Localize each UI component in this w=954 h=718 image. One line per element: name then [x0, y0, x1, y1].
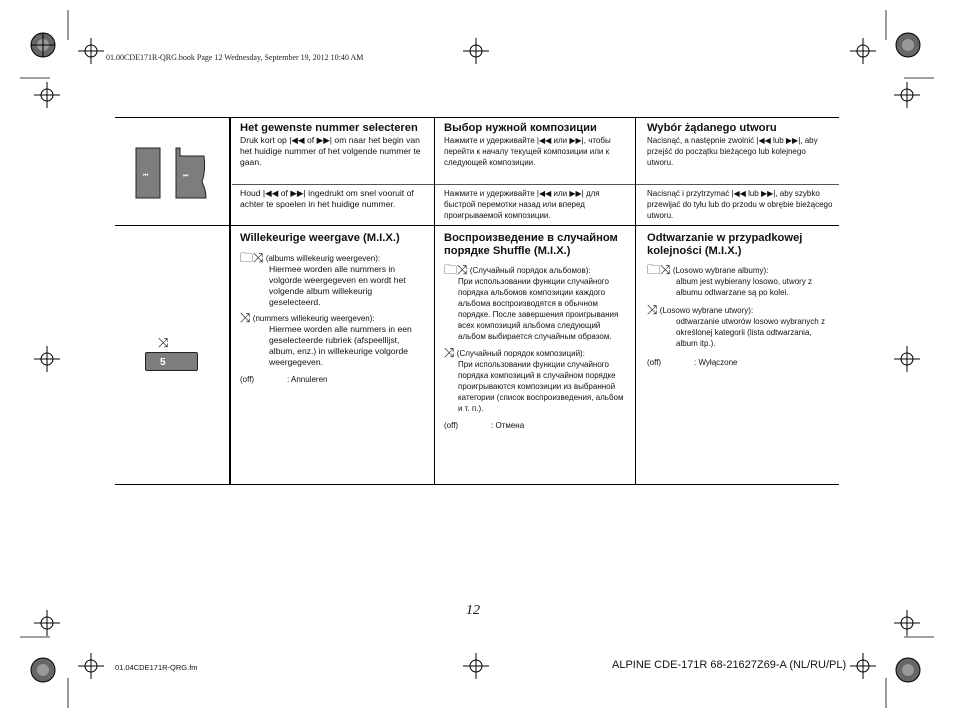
crosshair-target — [894, 610, 920, 636]
shuffle-icon: ⤨ — [253, 249, 264, 265]
row2-ru-cell — [444, 232, 628, 431]
section-title: Willekeurige weergave (M.I.X.) — [240, 232, 400, 244]
off-row: (off) : Annuleren — [240, 374, 328, 384]
footer-file-name: 01.04CDE171R-QRG.fm — [115, 663, 198, 672]
row1-ru-hold-cell — [444, 188, 628, 221]
crosshair-target — [34, 82, 60, 108]
crosshair-target — [850, 653, 876, 679]
folder-icon: 🗀 — [444, 262, 458, 277]
albums-mix-description: Hiermee worden alle nummers in volgorde weergegeven en wordt het volgende album willekeurig geselecteerd. — [269, 263, 406, 307]
row1-ru-cell — [444, 122, 628, 168]
albums-mix-description: album jest wybierany losowo, utwory z albumu odtwarzane są po kolei. — [676, 277, 813, 297]
row2-nl-cell — [240, 232, 426, 385]
description: Нажмите и удерживайте |◀◀ или ▶▶| для быстрой перемотки назад или вперед проигрываемой композиции. — [444, 189, 600, 220]
registration-rosette-top-right — [895, 32, 921, 58]
off-row: (off) : Wyłączone — [647, 358, 738, 367]
description: Nacisnąć i przytrzymać |◀◀ lub ▶▶|, aby szybko przewijać do tyłu lub do przodu w obrębie bieżącego utworu. — [647, 189, 833, 220]
table-col-divider — [229, 117, 231, 484]
section-title: Выбор нужной композиции — [444, 122, 597, 134]
crosshair-target — [463, 653, 489, 679]
albums-mix-description: При использовании функции случайного порядка альбомов композиции каждого альбома воспроизводятся в обычном порядке. После завершения проигрывания всех композиций альбома следующий альбом выбирается случайным образом. — [458, 277, 619, 341]
crosshair-target — [463, 38, 489, 64]
shuffle-icon: ⤨ — [444, 345, 455, 360]
row1-pl-hold-cell — [647, 188, 833, 221]
tracks-mix-description: Hiermee worden alle nummers in een geselecteerde rubriek (afspeellijst, album, enz.) in willekeurige volgorde weergegeven. — [269, 323, 412, 367]
off-row: (off) : Отмена — [444, 421, 525, 430]
table-row-rule — [115, 225, 839, 226]
tracks-mix-description: При использовании функции случайного порядка композиций в случайном порядке проигрываются композиции из выбранной категории (список воспроизведения, альбом и т. п.). — [458, 360, 624, 413]
shuffle-icon: ⤨ — [660, 262, 671, 277]
tracks-mix-label: ⤨ (nummers willekeurig weergeven): — [240, 309, 375, 325]
crosshair-target — [894, 82, 920, 108]
footer-model: ALPINE CDE-171R 68-21627Z69-A (NL/RU/PL) — [612, 659, 847, 671]
albums-mix-label: 🗀⤨ (Losowo wybrane albumy): — [647, 262, 769, 277]
row1-nl-cell — [240, 122, 426, 168]
row1-pl-cell — [647, 122, 833, 168]
crosshair-target — [78, 653, 104, 679]
description: Druk kort op |◀◀ of ▶▶| om naar het begin van het huidige nummer of het volgende nummer te gaan. — [240, 134, 421, 167]
preset-5-button: 5 — [145, 352, 198, 371]
crosshair-target — [850, 38, 876, 64]
registration-rosette-top-left — [30, 32, 56, 58]
book-header-line: 01.00CDE171R-QRG.book Page 12 Wednesday, September 19, 2012 10:40 AM — [106, 53, 364, 62]
row1-nl-hold-cell — [240, 188, 426, 210]
prev-next-buttons-illustration — [134, 146, 210, 202]
description: Houd |◀◀ of ▶▶| ingedrukt om snel vooruit of achter te spoelen in het huidige nummer. — [240, 188, 414, 209]
crosshair-target — [894, 346, 920, 372]
table-col-divider — [434, 117, 435, 484]
table-bottom-rule — [115, 484, 839, 485]
table-row-divider — [232, 184, 839, 185]
description: Nacisnąć, a następnie zwolnić |◀◀ lub ▶▶|, aby przejść do początku bieżącego lub kolejnego utworu. — [647, 135, 818, 167]
section-title: Het gewenste nummer selecteren — [240, 122, 418, 134]
tracks-mix-label: ⤨ (Losowo wybrane utwory): — [647, 302, 754, 317]
tracks-mix-label: ⤨ (Случайный порядок композиций): — [444, 345, 585, 360]
prev-track-icon: ⏮ — [143, 172, 149, 179]
crosshair-target — [34, 346, 60, 372]
crosshair-target — [78, 38, 104, 64]
shuffle-icon: ⤨ — [647, 302, 658, 317]
section-title: Воспроизведение в случайном порядке Shuffle (M.I.X.) — [444, 232, 618, 257]
row2-pl-cell — [647, 232, 833, 368]
albums-mix-label: 🗀⤨ (Случайный порядок альбомов): — [444, 262, 591, 277]
description: Нажмите и удерживайте |◀◀ или ▶▶|, чтобы перейти к началу текущей композиции или к следующей композиции. — [444, 135, 611, 167]
page-number: 12 — [466, 603, 480, 618]
table-col-divider — [635, 117, 636, 484]
next-track-icon: ⏭ — [183, 172, 189, 179]
registration-rosette-bottom-right — [895, 657, 921, 683]
registration-rosette-bottom-left — [30, 657, 56, 683]
section-title: Wybór żądanego utworu — [647, 122, 777, 134]
tracks-mix-description: odtwarzanie utworów losowo wybranych z określonej kategorii (lista odtwarzania, album itp.). — [676, 317, 825, 348]
folder-icon: 🗀 — [240, 249, 254, 265]
albums-mix-label: 🗀⤨ (albums willekeurig weergeven): — [240, 249, 381, 265]
shuffle-icon: ⤨ — [158, 336, 169, 351]
folder-icon: 🗀 — [647, 262, 661, 277]
section-title: Odtwarzanie w przypadkowej kolejności (M.I.X.) — [647, 232, 803, 257]
crosshair-target — [34, 610, 60, 636]
shuffle-icon: ⤨ — [240, 309, 251, 325]
shuffle-icon: ⤨ — [457, 262, 468, 277]
table-top-rule — [115, 117, 839, 118]
